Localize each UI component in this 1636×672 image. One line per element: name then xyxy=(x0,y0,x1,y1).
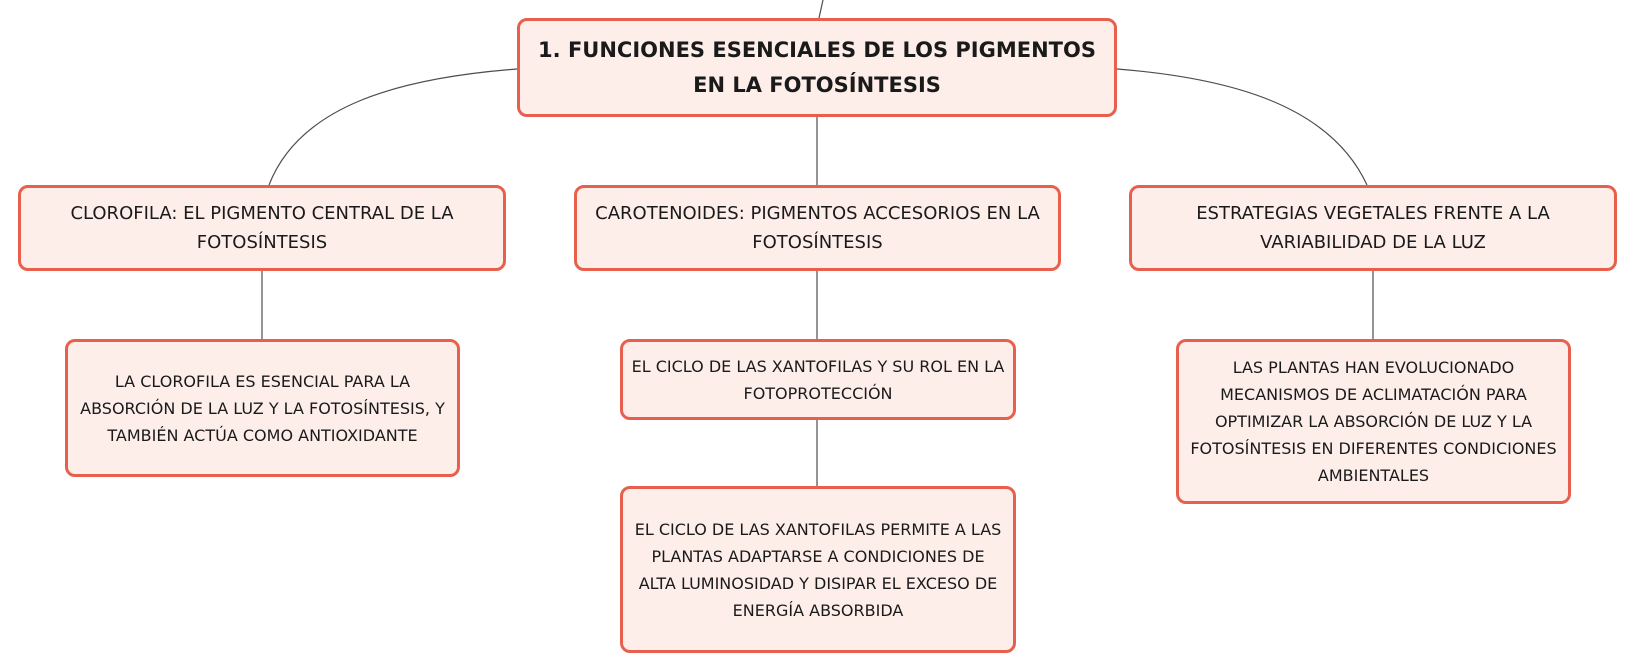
topic-clorofila-label: CLOROFILA: EL PIGMENTO CENTRAL DE LA FOTOSÍNTESIS xyxy=(70,203,454,253)
connector-root-to-estrategias xyxy=(1117,69,1367,185)
subtopic-xantofilas-ciclo[interactable] xyxy=(620,339,1016,420)
root-topic-title: 1. FUNCIONES ESENCIALES DE LOS PIGMENTOS EN LA FOTOSÍNTESIS xyxy=(538,37,1096,97)
topic-carotenoides[interactable] xyxy=(574,185,1061,271)
subtopic-clorofila-detail[interactable] xyxy=(65,339,460,477)
subtopic-xantofilas-ciclo-text: EL CICLO DE LAS XANTOFILAS Y SU ROL EN LA FOTOPROTECCIÓN xyxy=(631,356,1005,403)
subtopic-plantas-detail[interactable] xyxy=(1176,339,1571,504)
subtopic-clorofila-detail-text: LA CLOROFILA ES ESENCIAL PARA LA ABSORCIÓN DE LA LUZ Y LA FOTOSÍNTESIS, Y TAMBIÉN ACTÚA COMO ANTIOXIDANTE xyxy=(80,371,445,445)
root-topic[interactable] xyxy=(517,18,1117,117)
connector-root-to-clorofila xyxy=(269,69,517,185)
topic-estrategias-label: ESTRATEGIAS VEGETALES FRENTE A LA VARIABILIDAD DE LA LUZ xyxy=(1196,203,1550,253)
topic-carotenoides-label: CAROTENOIDES: PIGMENTOS ACCESORIOS EN LA FOTOSÍNTESIS xyxy=(595,203,1040,253)
topic-clorofila[interactable] xyxy=(18,185,506,271)
subtopic-plantas-detail-text: LAS PLANTAS HAN EVOLUCIONADO MECANISMOS DE ACLIMATACIÓN PARA OPTIMIZAR LA ABSORCIÓN DE LUZ Y LA FOTOSÍNTESIS EN DIFERENTES CONDICIONES AMBIENTALES xyxy=(1190,358,1557,485)
topic-estrategias[interactable] xyxy=(1129,185,1617,271)
connector-from-parent xyxy=(819,0,823,18)
subtopic-xantofilas-detail[interactable] xyxy=(620,486,1016,653)
subtopic-xantofilas-detail-text: EL CICLO DE LAS XANTOFILAS PERMITE A LAS PLANTAS ADAPTARSE A CONDICIONES DE ALTA LUMINOSIDAD Y DISIPAR EL EXCESO DE ENERGÍA ABSORBIDA xyxy=(634,519,1002,620)
